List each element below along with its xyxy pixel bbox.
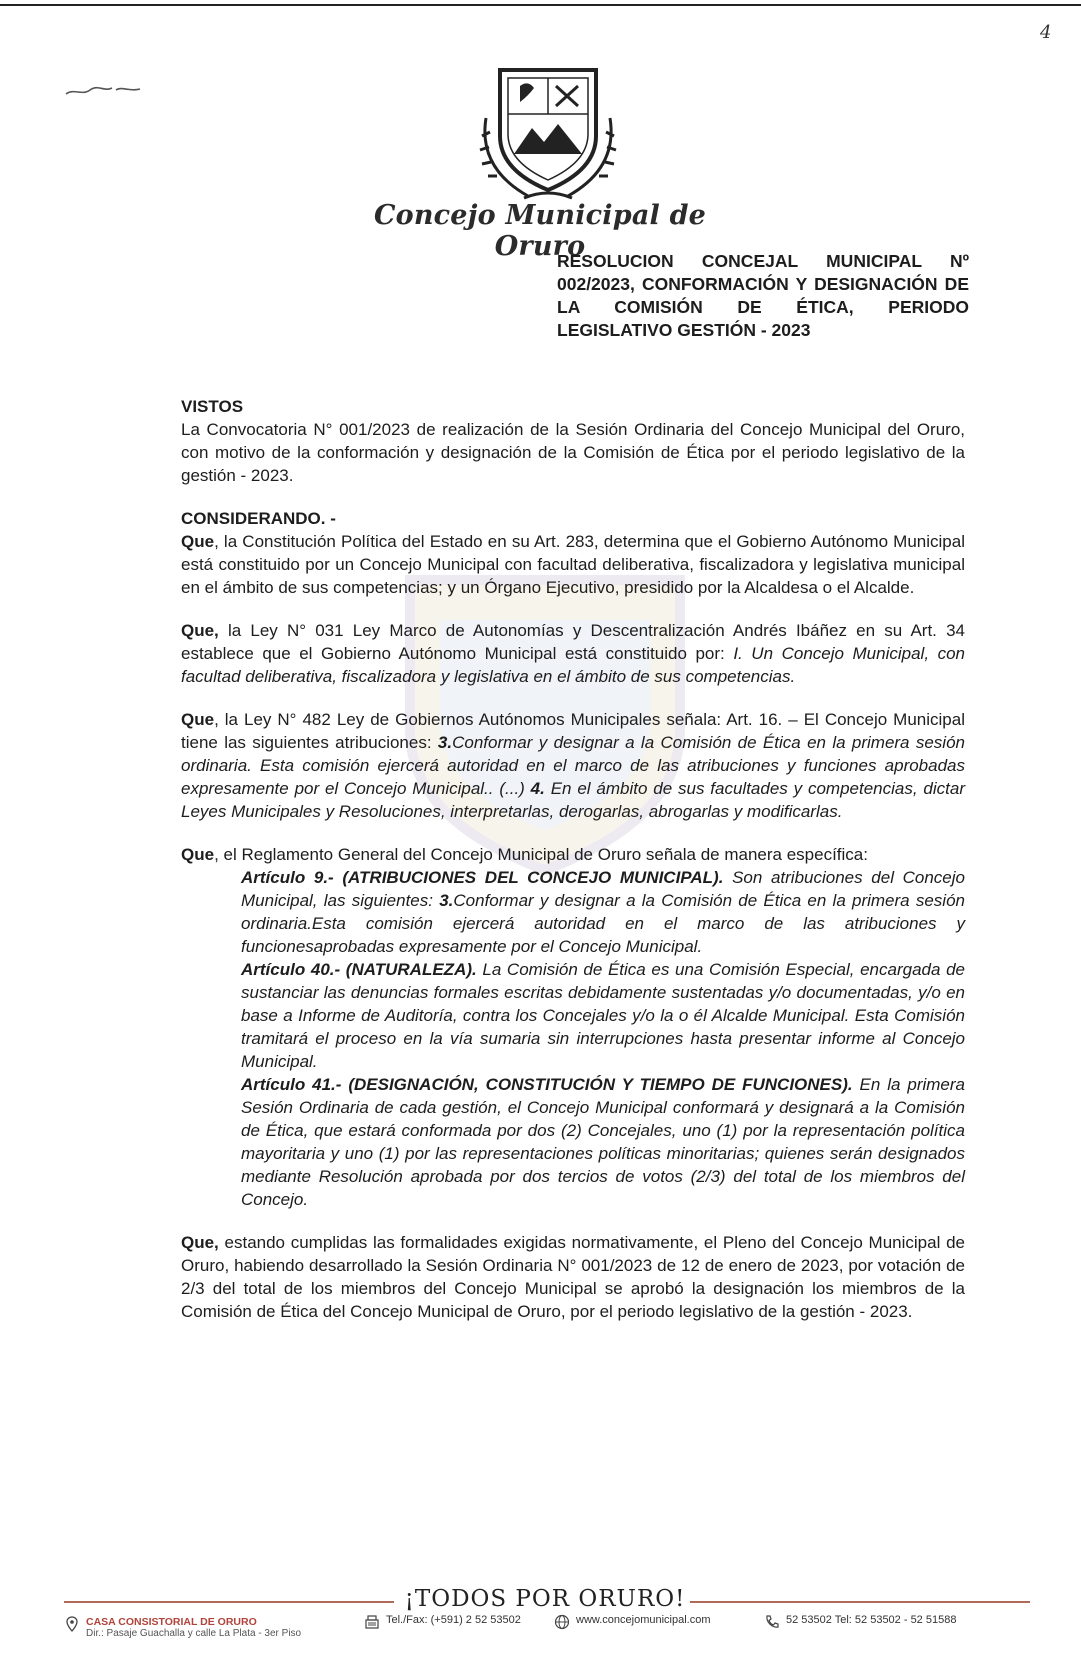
paragraph-reglamento: Que, el Reglamento General del Concejo Municipal de Oruro señala de manera específica: <box>181 845 868 864</box>
fax-icon <box>364 1614 380 1630</box>
paragraph-ley-482: Que, la Ley N° 482 Ley de Gobiernos Autónomos Municipales señala: Art. 16. – El Concejo Municipal tiene las siguientes atribuciones: 3.Conformar y designar a la Comisión de Ética en la primera sesión ordinaria. Esta comisión ejercerá autoridad en el marco de las atribuciones y funciones aprobadas expresamente por el Concejo Municipal.. (...) 4. En el ámbito de sus facultades y competencias, dictar Leyes Municipales y Resoluciones, interpretarlas, derogarlas, abrogarlas y modificarlas. <box>181 710 965 821</box>
article-41: Artículo 41.- (DESIGNACIÓN, CONSTITUCIÓN Y TIEMPO DE FUNCIONES). En la primera Sesión Ordinaria de cada gestión, el Concejo Municipal conformará y designará a la Comisión de Ética, que estará conformada por dos (2) Concejales, uno (1) por la representación política mayoritaria y uno (1) por las representaciones políticas minoritarias; quienes serán designados mediante Resolución aprobada por dos tercios de votos (2/3) del total de los miembros del Concejo. <box>241 1075 966 1209</box>
page-number: 4 <box>1040 22 1052 43</box>
handwritten-mark <box>64 82 144 98</box>
telfax-text: Tel./Fax: (+591) 2 52 53502 <box>386 1614 521 1626</box>
article-40: Artículo 40.- (NATURALEZA). La Comisión de Ética es una Comisión Especial, encargada de sustanciar las denuncias formales escritas debidamente sustentadas y/o documentadas, y/o en base a Informe de Auditoría, contra los Concejales y/o la o él Alcalde Municipal. Esta Comisión tramitará el proceso en la vía sumaria sin interrupciones hasta presentar informe al Concejo Municipal. <box>241 960 965 1071</box>
resolution-title: RESOLUCION CONCEJAL MUNICIPAL Nº 002/2023, CONFORMACIÓN Y DESIGNACIÓN DE LA COMISIÓN DE ÉTICA, PERIODO LEGISLATIVO GESTIÓN - 2023 <box>557 251 969 340</box>
vistos-heading: VISTOS <box>181 397 244 416</box>
website-text: www.concejomunicipal.com <box>576 1614 711 1626</box>
globe-icon <box>554 1614 570 1630</box>
top-border <box>0 4 1081 6</box>
footer-divider-right <box>690 1601 1030 1603</box>
council-name-logo: Concejo Municipal de Oruro <box>373 200 707 262</box>
phones-text: 52 53502 Tel: 52 53502 - 52 51588 <box>786 1614 957 1626</box>
footer-contact-bar <box>64 1616 1044 1652</box>
paragraph-sesion: Que, estando cumplidas las formalidades exigidas normativamente, el Pleno del Concejo Municipal de Oruro, habiendo desarrollado la Sesión Ordinaria N° 001/2023 de 12 de enero de 2023, por votación de 2/3 del total de los miembros del Concejo Municipal se aprobó la designación los miembros de la Comisión de Ética del Concejo Municipal de Oruro, por el periodo legislativo de la gestión - 2023. <box>181 1233 965 1321</box>
article-9: Artículo 9.- (ATRIBUCIONES DEL CONCEJO MUNICIPAL). Son atribuciones del Concejo Municipal, las siguientes: 3.Conformar y designar a la Comisión de Ética en la primera sesión ordinaria.Esta comisión ejercerá autoridad en el marco de las atribuciones y funcionesaprobadas expresamente por el Concejo Municipal. <box>241 868 965 956</box>
document-body <box>181 395 965 1323</box>
address-title: CASA CONSISTORIAL DE ORURO <box>86 1616 257 1628</box>
footer-address <box>64 1616 301 1639</box>
footer-slogan: ¡TODOS POR ORURO! <box>404 1586 686 1612</box>
location-pin-icon <box>64 1616 80 1632</box>
footer-website <box>554 1614 711 1630</box>
coat-of-arms-icon <box>468 58 628 208</box>
address-line: Dir.: Pasaje Guachalla y calle La Plata - 3er Piso <box>86 1628 302 1639</box>
phone-icon <box>764 1614 780 1630</box>
paragraph-constitucion: Que, la Constitución Política del Estado en su Art. 283, determina que el Gobierno Autónomo Municipal está constituido por un Concejo Municipal con facultad deliberativa, fiscalizadora y legislativa municipal en el ámbito de sus competencias; y un Órgano Ejecutivo, presidido por la Alcaldesa o el Alcalde. <box>181 532 965 597</box>
considerando-heading: CONSIDERANDO. - <box>181 509 336 528</box>
footer-phones <box>764 1614 956 1630</box>
paragraph-ley-031: Que, la Ley N° 031 Ley Marco de Autonomías y Descentralización Andrés Ibáñez en su Art. 34 establece que el Gobierno Autónomo Municipal está constituido por: I. Un Concejo Municipal, con facultad deliberativa, fiscalizadora y legislativa en el ámbito de sus competencias. <box>181 621 965 686</box>
vistos-text: La Convocatoria N° 001/2023 de realización de la Sesión Ordinaria del Concejo Municipal del Oruro, con motivo de la conformación y designación de la Comisión de Ética por el periodo legislativo de la gestión - 2023. <box>181 420 965 485</box>
footer-divider-left <box>64 1601 394 1603</box>
footer-telfax <box>364 1614 521 1630</box>
